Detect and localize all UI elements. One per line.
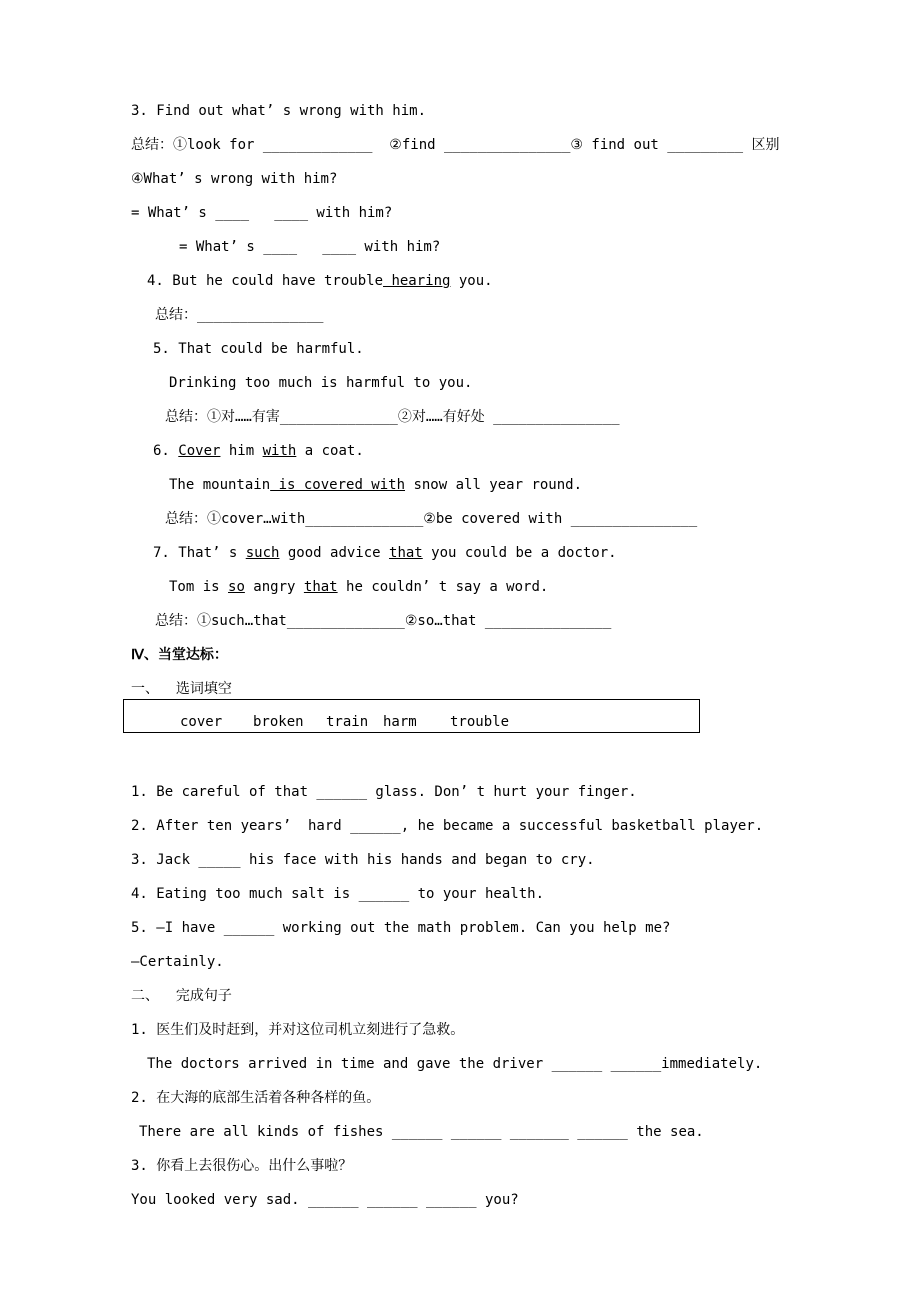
q3-summary-4: ④What’ s wrong with him?	[131, 171, 338, 187]
q7-example-text-mid: angry	[244, 579, 304, 595]
fill-item-3: 3. Jack _____ his face with his hands and began to cry.	[131, 852, 595, 868]
word-train: train	[326, 714, 369, 730]
fill-item-5-answer: —Certainly.	[131, 954, 224, 970]
sentence-1-chinese: 1. 医生们及时赶到，并对这位司机立刻进行了急救。	[131, 1022, 465, 1038]
part1-heading: 一、 选词填空	[131, 681, 232, 697]
sentence-3-chinese: 3. 你看上去很伤心。出什么事啦？	[131, 1158, 353, 1174]
q7-underlined-such: such	[245, 545, 280, 561]
part2-heading: 二、 完成句子	[131, 988, 232, 1004]
q3-title: 3. Find out what’ s wrong with him.	[131, 103, 427, 119]
word-harm: harm	[383, 714, 417, 730]
fill-item-1: 1. Be careful of that ______ glass. Don’ t hurt your finger.	[131, 784, 637, 800]
fill-item-4: 4. Eating too much salt is ______ to your health.	[131, 886, 545, 902]
q6-example-text: The mountain	[169, 477, 271, 493]
q6-text: 6.	[153, 443, 179, 459]
sentence-3-english: You looked very sad. ______ ______ ______ you?	[131, 1192, 519, 1208]
word-cover: cover	[180, 714, 223, 730]
q6-summary: 总结：①cover…with______________②be covered with _______________	[165, 511, 698, 527]
q7-sentence	[153, 544, 617, 562]
q3-summary: 总结：①look for _____________ ②find _______________③ find out _________ 区别	[131, 137, 780, 153]
q4-text-end: you.	[450, 273, 493, 289]
q7-example-text: Tom is	[169, 579, 229, 595]
q6-underlined-cover: Cover	[178, 443, 221, 459]
q6-sentence	[153, 442, 364, 460]
q6-underlined-with: with	[262, 443, 297, 459]
q5-title: 5. That could be harmful.	[153, 341, 364, 357]
q4-summary: 总结：_______________	[155, 307, 324, 323]
q3-equivalent-2: = What’ s ____ ____ with him?	[179, 239, 441, 255]
q7-underlined-so: so	[228, 579, 245, 595]
q6-example	[169, 476, 582, 494]
sentence-1-english: The doctors arrived in time and gave the driver ______ ______immediately.	[147, 1056, 763, 1072]
sentence-2-chinese: 2. 在大海的底部生活着各种各样的鱼。	[131, 1090, 381, 1106]
section-iv-heading: Ⅳ、当堂达标：	[131, 647, 228, 663]
word-bank-box	[123, 699, 700, 733]
q6-example-text-end: snow all year round.	[405, 477, 583, 493]
q7-example-text-end: he couldn’ t say a word.	[337, 579, 549, 595]
q4-text: 4. But he could have trouble	[147, 273, 384, 289]
q7-text: 7. That’ s	[153, 545, 246, 561]
q6-underlined-is-covered-with: is covered with	[270, 477, 406, 493]
q7-underlined-that: that	[389, 545, 423, 561]
fill-item-5: 5. —I have ______ working out the math problem. Can you help me?	[131, 920, 671, 936]
q7-text-mid: good advice	[279, 545, 390, 561]
q6-text-mid: him	[220, 443, 263, 459]
fill-item-2: 2. After ten years’ hard ______, he became a successful basketball player.	[131, 818, 764, 834]
sentence-2-english: There are all kinds of fishes ______ ______ _______ ______ the sea.	[139, 1124, 704, 1140]
q7-text-end: you could be a doctor.	[422, 545, 617, 561]
q4-sentence	[147, 272, 493, 290]
q5-summary: 总结：①对……有害______________②对……有好处 _______________	[165, 409, 620, 425]
q3-equivalent-1: = What’ s ____ ____ with him?	[131, 205, 393, 221]
q4-underlined-hearing: hearing	[383, 273, 451, 289]
q7-example	[169, 578, 548, 596]
q6-text-end: a coat.	[296, 443, 364, 459]
q7-summary: 总结：①such…that______________②so…that _______________	[155, 613, 612, 629]
q5-example: Drinking too much is harmful to you.	[169, 375, 473, 391]
word-trouble: trouble	[450, 714, 510, 730]
word-broken: broken	[253, 714, 304, 730]
q7-underlined-that-2: that	[303, 579, 338, 595]
